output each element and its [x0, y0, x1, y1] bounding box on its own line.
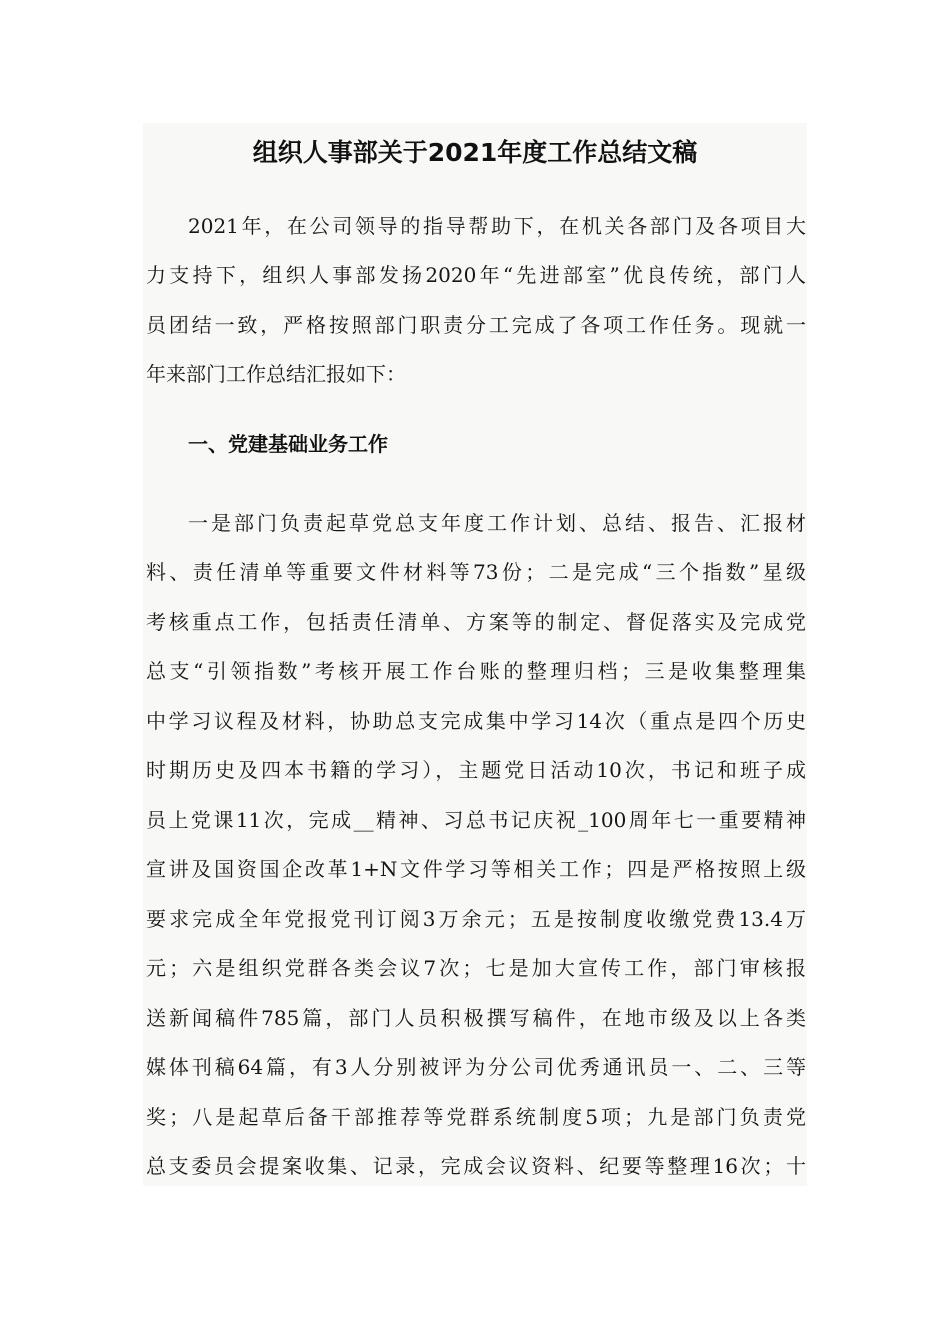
section-line: 元；六是组织党群各类会议7次；七是加大宣传工作，部门审核报 — [146, 956, 806, 980]
intro-line: 年来部门工作总结汇报如下： — [146, 362, 406, 386]
section-line: 考核重点工作，包括责任清单、方案等的制定、督促落实及完成党 — [146, 610, 806, 634]
section-line: 媒体刊稿64篇，有3人分别被评为分公司优秀通讯员一、二、三等 — [146, 1055, 806, 1079]
document-title: 组织人事部关于2021年度工作总结文稿 — [252, 138, 698, 167]
section-line: 总支委员会提案收集、记录，完成会议资料、纪要等整理16次；十 — [146, 1154, 806, 1178]
section-heading: 一、党建基础业务工作 — [188, 432, 388, 456]
section-line: 送新闻稿件785篇，部门人员积极撰写稿件，在地市级及以上各类 — [146, 1006, 806, 1030]
intro-line: 力支持下，组织人事部发扬2020年“先进部室”优良传统，部门人 — [146, 263, 806, 287]
section-line: 料、责任清单等重要文件材料等73份；二是完成“三个指数”星级 — [146, 560, 806, 584]
section-line: 中学习议程及材料，协助总支完成集中学习14次（重点是四个历史 — [146, 709, 806, 733]
section-line: 一是部门负责起草党总支年度工作计划、总结、报告、汇报材 — [188, 511, 806, 535]
section-line: 员上党课11次，完成__精神、习总书记庆祝_100周年七一重要精神 — [146, 808, 806, 832]
section-line: 奖；八是起草后备干部推荐等党群系统制度5项；九是部门负责党 — [146, 1105, 806, 1129]
section-line: 总支“引领指数”考核开展工作台账的整理归档；三是收集整理集 — [146, 659, 806, 683]
intro-line: 员团结一致，严格按照部门职责分工完成了各项工作任务。现就一 — [146, 313, 806, 337]
section-line: 要求完成全年党报党刊订阅3万余元；五是按制度收缴党费13.4万 — [146, 907, 806, 931]
section-line: 宣讲及国资国企改革1+N文件学习等相关工作；四是严格按照上级 — [146, 857, 806, 881]
section-line: 时期历史及四本书籍的学习），主题党日活动10次，书记和班子成 — [146, 758, 806, 782]
intro-line: 2021年，在公司领导的指导帮助下，在机关各部门及各项目大 — [188, 214, 806, 238]
